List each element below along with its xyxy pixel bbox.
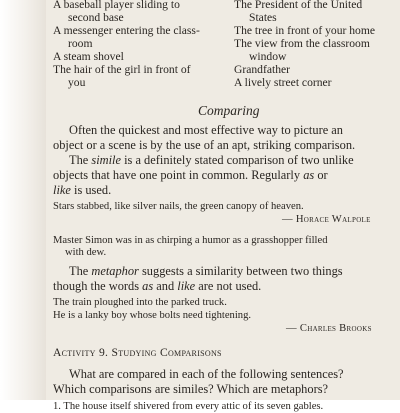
list-item — [53, 0, 180, 24]
quote-author: — Charles Brooks — [286, 323, 372, 334]
term-as: as — [142, 279, 154, 293]
list-item-line: second base — [68, 11, 124, 24]
list-item-line: Grandfather — [234, 63, 291, 76]
paragraph-line: object or a scene is by the use of an apt, striking comparison. — [53, 138, 356, 152]
term-metaphor: metaphor — [91, 264, 139, 278]
list-item-line: A steam shovel — [53, 50, 124, 63]
term-like: like — [177, 279, 196, 293]
paragraph-line — [69, 265, 343, 278]
quote-author: — Horace Walpole — [282, 214, 371, 225]
term-as: as — [303, 168, 315, 182]
list-item-line: window — [249, 50, 287, 63]
paragraph-line: What are compared in each of the following sentences? — [69, 367, 344, 381]
quote-line: with dew. — [65, 247, 107, 258]
list-item-line: The hair of the girl in front of — [53, 63, 191, 76]
quote-line: Master Simon was in as chirping a humor as a grasshopper filled — [53, 235, 328, 246]
paragraph-line — [53, 169, 328, 182]
text-run: objects that have one point in common. Regularly — [53, 168, 301, 182]
list-item — [53, 24, 200, 50]
text-run: is used. — [74, 183, 112, 197]
term-like: like — [53, 183, 71, 197]
list-item — [234, 0, 362, 24]
text-run: or — [317, 168, 328, 182]
paragraph-line — [69, 154, 354, 167]
list-item-line: A baseball player sliding to — [53, 0, 180, 11]
book-page — [46, 0, 400, 412]
list-item — [234, 24, 375, 37]
list-item-line: you — [68, 76, 86, 89]
text-run: though the words — [53, 279, 140, 293]
activity-title: Activity 9. Studying Comparisons — [53, 346, 222, 359]
text-run: suggests a similarity between two things — [141, 264, 343, 278]
paragraph-line — [53, 280, 261, 293]
text-run: and — [156, 279, 175, 293]
list-item-line: The view from the classroom — [234, 37, 370, 50]
list-item — [234, 76, 332, 89]
list-item-line: States — [249, 11, 277, 24]
paragraph-line — [53, 184, 111, 197]
text-run: The — [69, 153, 89, 167]
book-gutter — [0, 0, 46, 400]
quote-line: He is a lanky boy whose bolts need tightening. — [53, 310, 252, 321]
term-simile: simile — [91, 153, 121, 167]
list-item — [234, 37, 370, 63]
list-item — [53, 50, 124, 63]
paragraph-line: Which comparisons are similes? Which are metaphors? — [53, 382, 329, 396]
list-item-line: The tree in front of your home — [234, 24, 376, 37]
section-heading: Comparing — [198, 103, 260, 118]
quote-line: The train ploughed into the parked truck. — [53, 297, 227, 308]
text-run: The — [69, 264, 89, 278]
list-item — [234, 63, 290, 76]
text-run: is a definitely stated comparison of two unlike — [124, 153, 354, 167]
list-item: 1. The house itself shivered from every attic of its seven gables. — [53, 401, 324, 412]
list-item-line: The President of the United — [234, 0, 363, 11]
list-item-line: A lively street corner — [234, 76, 332, 89]
list-item — [53, 63, 190, 89]
list-item-line: A messenger entering the class- — [53, 24, 200, 37]
text-run: are not used. — [198, 279, 262, 293]
paragraph-line: Often the quickest and most effective way to picture an — [69, 123, 343, 137]
list-item-line: room — [68, 37, 93, 50]
quote-line: Stars stabbed, like silver nails, the green canopy of heaven. — [53, 201, 304, 212]
